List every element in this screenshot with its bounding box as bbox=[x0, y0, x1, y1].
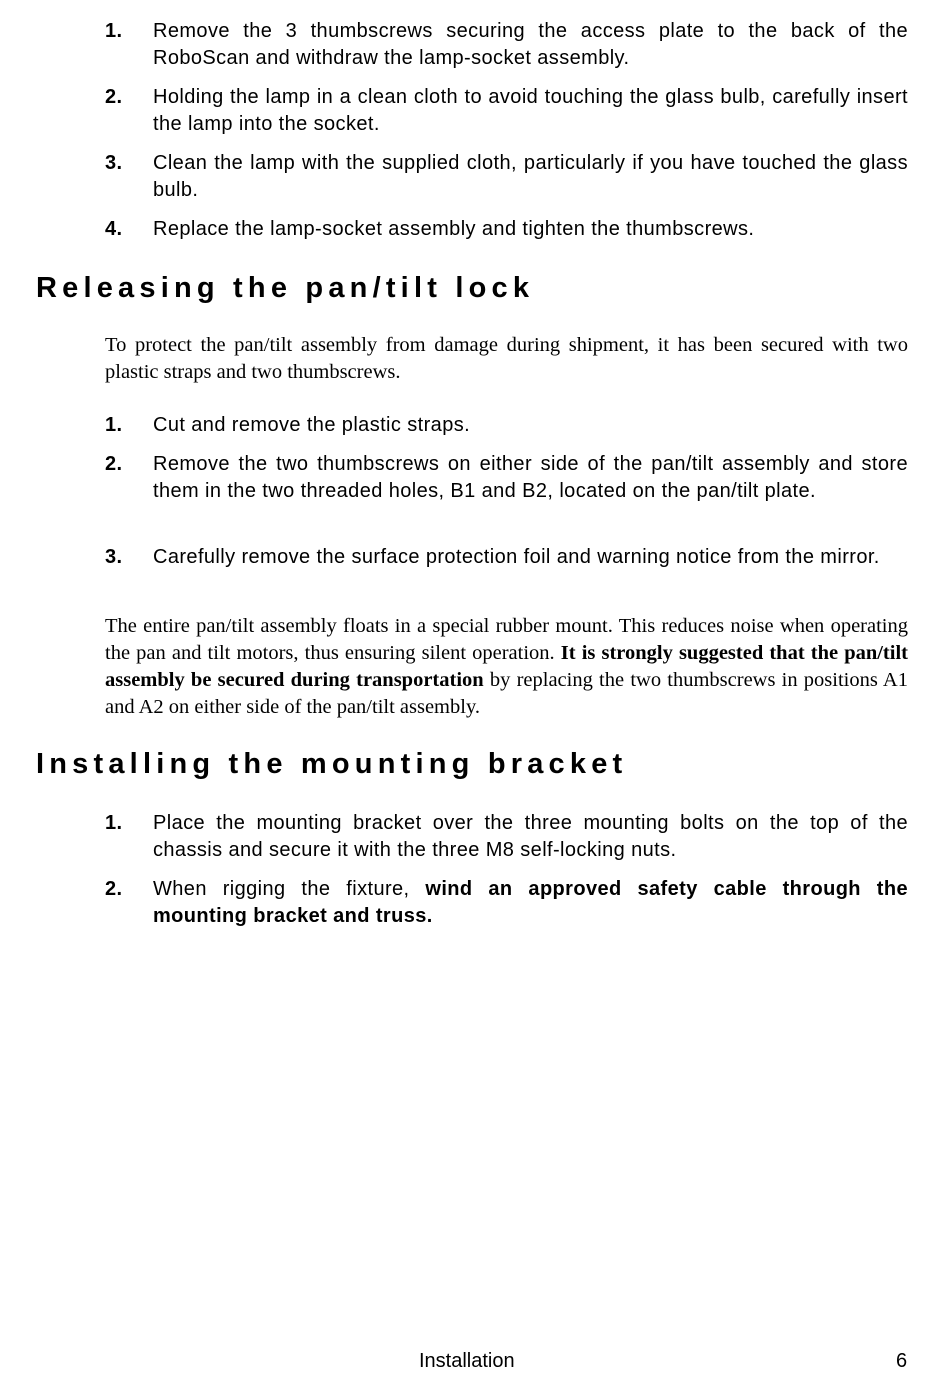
pan-tilt-note bbox=[105, 613, 908, 721]
step-number: 4. bbox=[105, 218, 123, 240]
pan-tilt-step-3 bbox=[105, 544, 908, 571]
note-text-end: by replacing the two thumbscrews in positions A1 and A2 on either side of the pan/tilt assembly. bbox=[105, 669, 908, 718]
step-text: Remove the two thumbscrews on either side of the pan/tilt assembly and store them in the two threaded holes, B1 and B2, located on the pan/tilt plate. bbox=[153, 453, 908, 502]
step-number: 1. bbox=[105, 20, 123, 42]
safety-cable-warning: wind an approved safety cable through the mounting bracket and truss. bbox=[153, 878, 908, 927]
step-number: 1. bbox=[105, 812, 123, 834]
page-number: 6 bbox=[896, 1350, 908, 1372]
step-number: 3. bbox=[105, 546, 123, 568]
step-number: 3. bbox=[105, 152, 123, 174]
pan-tilt-step-2 bbox=[105, 451, 908, 505]
step-text: Carefully remove the surface protection foil and warning notice from the mirror. bbox=[153, 546, 880, 568]
pan-tilt-step-1 bbox=[105, 412, 908, 439]
step-text: Place the mounting bracket over the three mounting bolts on the top of the chassis and secure it with the three M8 self-locking nuts. bbox=[153, 812, 908, 861]
step-text: Replace the lamp-socket assembly and tighten the thumbscrews. bbox=[153, 218, 755, 240]
lamp-step-4 bbox=[105, 216, 908, 243]
lamp-step-1 bbox=[105, 18, 908, 72]
bracket-step-2 bbox=[105, 876, 908, 930]
step-text bbox=[153, 876, 908, 930]
step-number: 2. bbox=[105, 453, 123, 475]
pan-tilt-heading: Releasing the pan/tilt lock bbox=[36, 272, 535, 304]
bracket-step-1 bbox=[105, 810, 908, 864]
step-text: Cut and remove the plastic straps. bbox=[153, 414, 471, 436]
step-text: Holding the lamp in a clean cloth to avoid touching the glass bulb, carefully insert the lamp into the socket. bbox=[153, 86, 908, 135]
step-text-plain: When rigging the fixture, bbox=[153, 878, 426, 900]
lamp-step-3 bbox=[105, 150, 908, 204]
lamp-step-2 bbox=[105, 84, 908, 138]
step-text: Remove the 3 thumbscrews securing the access plate to the back of the RoboScan and withdraw the lamp-socket assembly. bbox=[153, 20, 908, 69]
step-number: 2. bbox=[105, 86, 123, 108]
note-warning-bold: It is strongly suggested that the pan/tilt assembly be secured during transportation bbox=[105, 642, 908, 691]
note-text-start: The entire pan/tilt assembly floats in a special rubber mount. This reduces noise when operating the pan and tilt motors, thus ensuring silent operation. bbox=[105, 615, 908, 664]
bracket-heading: Installing the mounting bracket bbox=[36, 748, 628, 780]
pan-tilt-intro: To protect the pan/tilt assembly from damage during shipment, it has been secured with two plastic straps and two thumbscrews. bbox=[105, 334, 908, 383]
step-number: 1. bbox=[105, 414, 123, 436]
footer-section-title: Installation bbox=[419, 1350, 515, 1372]
step-text: Clean the lamp with the supplied cloth, particularly if you have touched the glass bulb. bbox=[153, 152, 908, 201]
step-number: 2. bbox=[105, 878, 123, 900]
